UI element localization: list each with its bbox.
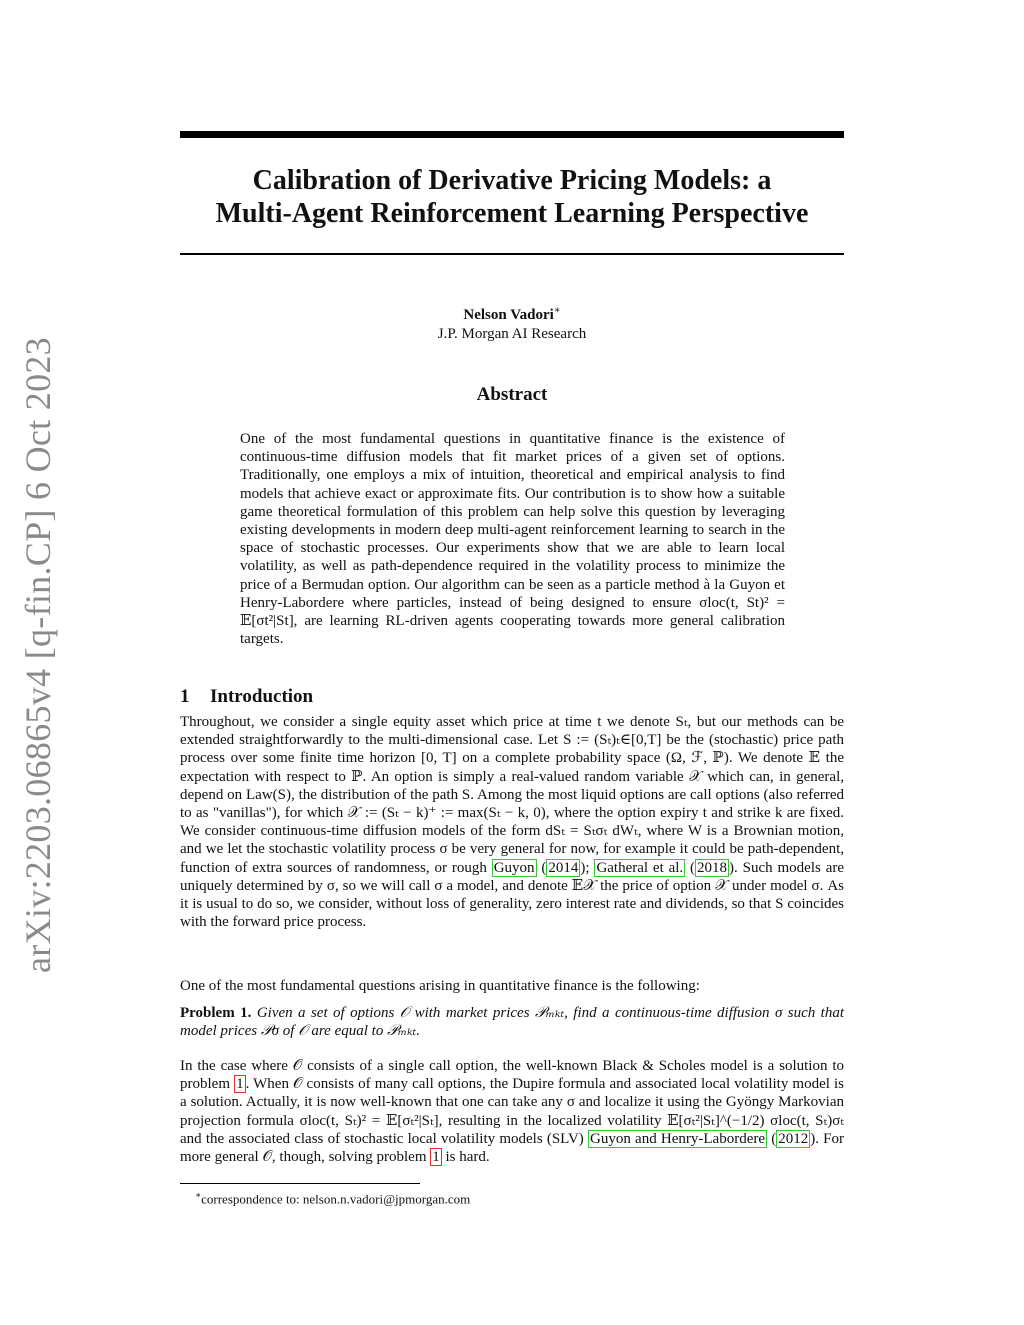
ref-problem-1-a[interactable] [234,1075,246,1093]
citation-gatheral-author: Gatheral et al. [596,859,684,876]
citation-guyon-2014[interactable] [492,859,537,877]
author-name [180,301,844,325]
arxiv-stamp: arXiv:2203.06865v4 [q-fin.CP] 6 Oct 2023 [18,337,58,973]
ref-problem-1-b-label: 1 [432,1149,440,1166]
ref-problem-1-a-label: 1 [236,1076,244,1093]
title-top-rule [180,131,844,138]
footnote [195,1187,470,1207]
citation-guyon-author: Guyon [493,859,535,876]
ref-problem-1-b[interactable] [430,1148,442,1166]
intro-paragraph-4-text-b: . When 𝒪 consists of many call options, the Dupire formula and associated local volatility model is a solution. Actually, it is now well-known that one can take any σ and localize it using the Gyöngy Markovian projection formula σloc(t, Sₜ)² = 𝔼[σₜ²|Sₜ], resulting in the localized volatility 𝔼[σₜ²|Sₜ]^(−1/2) σloc(t, Sₜ)σₜ and the associated class of stochastic local volatility models (SLV) [180,1076,844,1147]
paper-title [180,164,844,230]
citation-guyon-henry-labordere-year[interactable] [776,1130,810,1148]
section-heading-introduction [180,686,313,708]
section-number: 1 [180,686,190,707]
citation-ghl-author: Guyon and Henry-Labordere [590,1130,766,1147]
intro-paragraph-2: One of the most fundamental questions arising in quantitative finance is the following: [180,978,700,994]
citation-guyon-henry-labordere[interactable] [588,1130,767,1148]
intro-paragraph-1-text-b: . Such models are uniquely determined by σ, so we will call σ a model, and denote 𝔼𝒳 the price of option 𝒳 under model σ. As it is usual to do so, we consider, without loss of generality, zero interest rate and dividends, so that S coincides with the forward price process. [180,859,845,931]
author-name-text: Nelson Vadori [463,307,554,323]
footnote-mark: ∗ [195,1190,202,1200]
intro-paragraph-1: Throughout, we consider a single equity asset which price at time t we denote Sₜ, but our methods can be extended straightforwardly to the multi-dimensional case. Let S := (Sₜ)ₜ∈[0,T] be the (stochastic) price path process over some finite time horizon [0, T] on a complete probability space (Ω, ℱ, ℙ). We denote 𝔼 the expectation with respect to ℙ. An option is simply a real-valued random variable 𝒳 which can, in general, depend on Law(S), the distribution of the path S. Among the most liquid options are call options (also referred to as "vanillas"), for which 𝒳 := (Sₜ − k)⁺ := max(Sₜ − k, 0), where the option expiry t and strike k are fixed. We consider continuous-time diffusion models of the form dSₜ = Sₜσₜ dWₜ, where W is a Brownian motion, and we let the stochastic volatility process σ be very general for now, for example it could be path-dependent, function of extra sources of randomness, or rough Guyon ( 2014 ); Gatheral et al. ( 2018 ). Such models are uniquely determined by σ, so we will call σ a model, and denote 𝔼𝒳 the price of option 𝒳 under model σ. As it is usual to do so, we consider, without loss of generality, zero interest rate and dividends, so that S coincides with the forward price process. [180,714,845,931]
title-bottom-rule [180,253,844,255]
abstract-heading: Abstract [476,384,548,405]
citation-gatheral-2018[interactable] [594,859,685,877]
intro-paragraph-4: In the case where 𝒪 consists of a single call option, the well-known Black & Scholes model is a solution to problem 1 . When 𝒪 consists of many call options, the Dupire formula and associated local volatility model is a solution. Actually, it is now well-known that one can take any σ and localize it using the Gyöngy Markovian projection formula σloc(t, Sₜ)² = 𝔼[σₜ²|Sₜ], resulting in the localized volatility 𝔼[σₜ²|Sₜ]^(−1/2) σloc(t, Sₜ)σₜ and the associated class of stochastic local volatility models (SLV) Guyon and Henry-Labordere ( 2012 ). For more general 𝒪, though, solving problem 1 is hard. [180,1058,845,1166]
citation-gatheral-year: 2018 [697,859,728,876]
author-affiliation: J.P. Morgan AI Research [437,326,587,342]
problem-label: Problem 1. [180,1005,252,1021]
title-line-2: Multi-Agent Reinforcement Learning Perspective [215,198,809,229]
abstract-text: One of the most fundamental questions in quantitative finance is the existence of continuous-time diffusion models that fit market prices of a given set of options. Traditionally, one employs a mix of intuition, theoretical and empirical analysis to find models that achieve exact or approximate fits. Our contribution is to show how a suitable game theoretical formulation of this problem can help solve this question by leveraging existing developments in modern deep multi-agent reinforcement learning to search in the space of stochastic processes. Our experiments show that we are able to learn local volatility, as well as path-dependence required in the volatility process to minimize the price of a Bermudan option. Our algorithm can be seen as a particle method à la Guyon et Henry-Labordere where particles, instead of being designed to ensure σloc(t, St)² = 𝔼[σt²|St], are learning RL-driven agents cooperating towards more general calibration targets. [240,431,785,648]
citation-guyon-year: 2014 [548,859,579,876]
citation-ghl-year: 2012 [778,1130,809,1147]
intro-paragraph-4-text-a: In the case where 𝒪 consists of a single call option, the well-known Black & Scholes model is a solution to problem [180,1058,844,1093]
citation-guyon-2014-year[interactable] [546,859,580,877]
citation-gatheral-2018-year[interactable] [695,859,729,877]
author-block [180,301,844,344]
intro-paragraph-4-text-c: . For more general 𝒪, though, solving problem [180,1130,845,1166]
section-title: Introduction [210,686,314,707]
author-footnote-mark: ∗ [553,305,561,316]
intro-paragraph-4-text-d: is hard. [441,1149,490,1166]
footnote-rule [180,1183,420,1184]
problem-1 [180,1004,844,1040]
footnote-text: correspondence to: nelson.n.vadori@jpmorgan.com [201,1191,471,1207]
intro-paragraph-1-text-a: Throughout, we consider a single equity asset which price at time t we denote Sₜ, but our methods can be extended straightforwardly to the multi-dimensional case. Let S := (Sₜ)ₜ∈[0,T] be the (stochastic) price path process over some finite time horizon [0, T] on a complete probability space (Ω, ℱ, ℙ). We denote 𝔼 the expectation with respect to ℙ. An option is simply a real-valued random variable 𝒳 which can, in general, depend on Law(S), the distribution of the path S. Among the most liquid options are call options (also referred to as "vanillas"), for which 𝒳 := (Sₜ − k)⁺ := max(Sₜ − k, 0), where the option expiry t and strike k are fixed. We consider continuous-time diffusion models of the form dSₜ = Sₜσₜ dWₜ, where W is a Brownian motion, and we let the stochastic volatility process σ be very general for now, for example it could be path-dependent, function of extra sources of randomness, or rough [180,714,844,876]
title-line-1: Calibration of Derivative Pricing Models: a [252,165,772,196]
problem-body: Given a set of options 𝒪 with market prices 𝒫ₘₖₜ, find a continuous-time diffusion σ such that model prices 𝒫σ of 𝒪 are equal to 𝒫ₘₖₜ. [180,1005,845,1040]
